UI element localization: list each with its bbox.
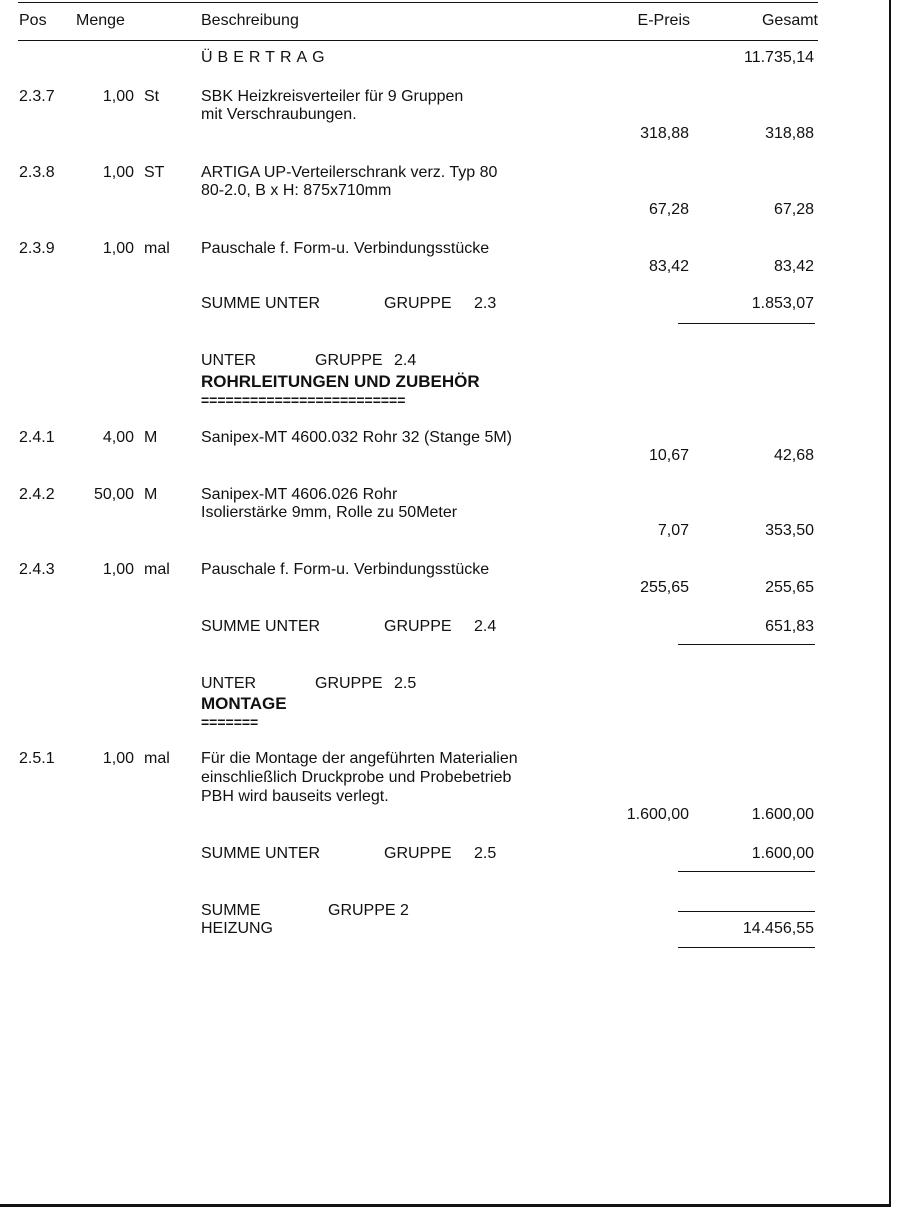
group-title: ROHRLEITUNGEN UND ZUBEHÖR xyxy=(201,372,480,391)
header-menge: Menge xyxy=(76,12,125,29)
item-desc-line: mit Verschraubungen. xyxy=(201,106,357,123)
sum-value: 1.600,00 xyxy=(751,845,814,862)
header-pos: Pos xyxy=(19,12,47,29)
item-desc-line: PBH wird bauseits verlegt. xyxy=(201,788,389,805)
item-qty: 1,00 xyxy=(102,240,134,257)
item-gesamt: 42,68 xyxy=(773,447,814,464)
group-label: UNTER xyxy=(201,352,257,369)
item-pos: 2.3.9 xyxy=(19,240,55,257)
group-label: UNTER xyxy=(201,675,257,692)
item-qty: 50,00 xyxy=(93,486,134,503)
page-border-bottom xyxy=(0,1204,891,1207)
item-desc-line: ARTIGA UP-Verteilerschrank verz. Typ 80 xyxy=(201,164,498,181)
group-title-underline: ========================= xyxy=(201,392,406,408)
sum-label: SUMME UNTER xyxy=(201,295,321,312)
sum-label: SUMME UNTER xyxy=(201,845,321,862)
uebertrag-value: 11.735,14 xyxy=(744,49,814,66)
item-gesamt: 67,28 xyxy=(773,201,814,218)
total-label-heizung: HEIZUNG xyxy=(201,920,273,937)
item-desc-line: Isolierstärke 9mm, Rolle zu 50Meter xyxy=(201,504,458,521)
item-pos: 2.5.1 xyxy=(19,750,55,767)
header-beschreibung: Beschreibung xyxy=(201,12,299,29)
sum-group-number: 2.4 xyxy=(474,618,497,635)
item-epreis: 255,65 xyxy=(640,579,689,596)
item-qty: 4,00 xyxy=(102,429,134,446)
sum-rule xyxy=(678,323,815,324)
item-gesamt: 353,50 xyxy=(765,522,814,539)
sum-group-number: 2.3 xyxy=(474,295,497,312)
item-desc-line: Sanipex-MT 4600.032 Rohr 32 (Stange 5M) xyxy=(201,429,512,446)
sum-group-label: GRUPPE xyxy=(384,618,452,635)
group-number: 2.5 xyxy=(394,675,417,692)
item-qty: 1,00 xyxy=(102,561,134,578)
item-epreis: 67,28 xyxy=(648,201,689,218)
sum-label: SUMME UNTER xyxy=(201,618,321,635)
item-desc-line: einschließlich Druckprobe und Probebetrieb xyxy=(201,769,512,786)
total-label: SUMME xyxy=(201,902,261,919)
item-pos: 2.4.3 xyxy=(19,561,55,578)
header-rule xyxy=(18,40,818,41)
total-bottom-rule xyxy=(678,947,815,948)
item-unit: M xyxy=(144,429,158,446)
item-unit: ST xyxy=(144,164,165,181)
item-desc-line: Pauschale f. Form-u. Verbindungsstücke xyxy=(201,561,490,578)
item-epreis: 7,07 xyxy=(657,522,689,539)
group-title-underline: ======= xyxy=(201,714,259,730)
item-desc-line: Sanipex-MT 4606.026 Rohr xyxy=(201,486,398,503)
item-epreis: 1.600,00 xyxy=(626,806,689,823)
item-pos: 2.4.2 xyxy=(19,486,55,503)
item-gesamt: 255,65 xyxy=(765,579,814,596)
item-desc-line: SBK Heizkreisverteiler für 9 Gruppen xyxy=(201,88,464,105)
item-pos: 2.3.7 xyxy=(19,88,55,105)
group-number: 2.4 xyxy=(394,352,417,369)
item-epreis: 83,42 xyxy=(648,258,689,275)
item-qty: 1,00 xyxy=(102,88,134,105)
sum-group-label: GRUPPE xyxy=(384,845,452,862)
item-desc-line: 80-2.0, B x H: 875x710mm xyxy=(201,182,392,199)
page-border-right xyxy=(889,0,891,1206)
item-epreis: 10,67 xyxy=(648,447,689,464)
group-title: MONTAGE xyxy=(201,694,287,713)
item-unit: mal xyxy=(144,240,170,257)
item-desc-line: Pauschale f. Form-u. Verbindungsstücke xyxy=(201,240,490,257)
sum-value: 651,83 xyxy=(765,618,814,635)
header-gesamt: Gesamt xyxy=(761,12,818,29)
item-pos: 2.4.1 xyxy=(19,429,55,446)
item-pos: 2.3.8 xyxy=(19,164,55,181)
sum-rule xyxy=(678,644,815,645)
item-unit: mal xyxy=(144,750,170,767)
item-unit: M xyxy=(144,486,158,503)
sum-value: 1.853,07 xyxy=(751,295,814,312)
item-gesamt: 83,42 xyxy=(773,258,814,275)
uebertrag-label: ÜBERTRAG xyxy=(201,49,330,66)
header-epreis: E-Preis xyxy=(637,12,690,29)
item-qty: 1,00 xyxy=(102,164,134,181)
item-unit: St xyxy=(144,88,160,105)
total-value: 14.456,55 xyxy=(742,920,814,937)
sum-rule xyxy=(678,871,815,872)
group-group-label: GRUPPE xyxy=(315,352,383,369)
item-unit: mal xyxy=(144,561,170,578)
sum-group-number: 2.5 xyxy=(474,845,497,862)
item-desc-line: Für die Montage der angeführten Materialien xyxy=(201,750,518,767)
item-epreis: 318,88 xyxy=(640,125,689,142)
total-top-rule xyxy=(678,911,815,912)
total-group-label: GRUPPE 2 xyxy=(328,902,409,919)
item-gesamt: 318,88 xyxy=(765,125,814,142)
sum-group-label: GRUPPE xyxy=(384,295,452,312)
group-group-label: GRUPPE xyxy=(315,675,383,692)
item-qty: 1,00 xyxy=(102,750,134,767)
item-gesamt: 1.600,00 xyxy=(751,806,814,823)
top-rule xyxy=(18,2,818,3)
